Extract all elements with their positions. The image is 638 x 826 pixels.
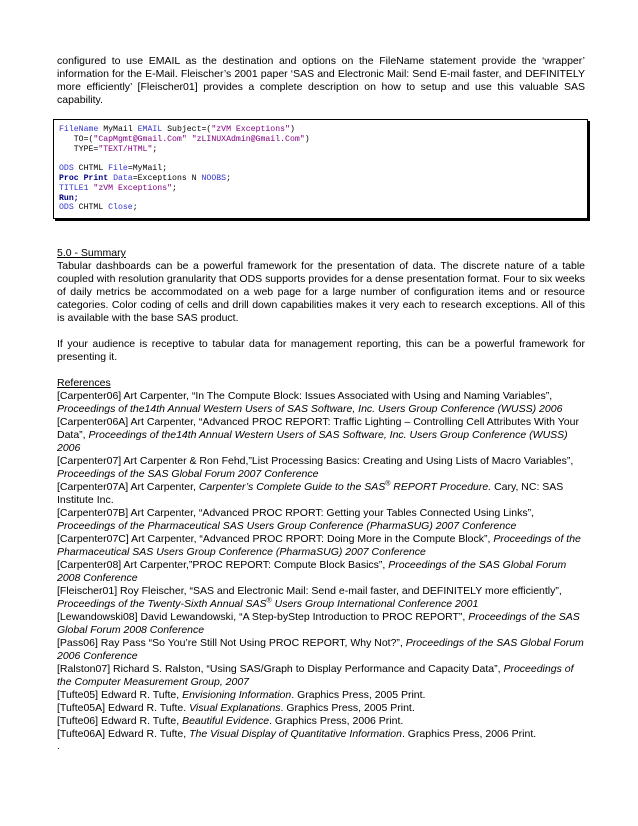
reference-source: Proceedings of the SAS Global Forum 2006 Conference	[57, 637, 584, 663]
registered-mark: ®	[385, 480, 391, 488]
code-token: NOOBS	[201, 173, 227, 183]
code-token: MyMail	[98, 125, 138, 134]
reference-text: [Lewandowski08] David Lewandowski, “A Step-byStep Introduction to PROC REPORT”,	[57, 611, 469, 624]
code-string: "TEXT/HTML"	[98, 144, 153, 154]
reference-text: [Pass06] Ray Pass “So You’re Still Not Using PROC REPORT, Why Not?”,	[57, 637, 406, 650]
reference-text: . Graphics Press, 2006 Print.	[269, 715, 404, 728]
code-string: "zLINUXAdmin@Gmail.Com"	[191, 134, 305, 144]
code-keyword: Proc Print	[59, 173, 109, 183]
code-token: TYPE=	[59, 144, 99, 154]
code-token: )	[304, 134, 310, 144]
reference-source: Proceedings of the14th Annual Western Users of SAS Software, Inc. Users Group Conference (WUSS) 2006	[57, 429, 568, 455]
reference-item	[57, 416, 585, 455]
reference-text: [Carpenter07A] Art Carpenter,	[57, 481, 199, 494]
reference-text: [Carpenter08] Art Carpenter,”PROC REPORT: Compute Block Basics”,	[57, 559, 389, 572]
registered-mark: ®	[266, 597, 272, 605]
code-token: FileName	[59, 125, 99, 134]
reference-source: Users Group International Conference 2001	[271, 598, 479, 611]
code-token: ;	[172, 183, 177, 193]
code-token: TO=(	[59, 134, 94, 144]
code-blank-line	[59, 154, 587, 164]
reference-source: The Visual Display of Quantitative Information	[189, 728, 402, 741]
code-line-5	[59, 174, 587, 184]
code-token: File	[108, 164, 128, 174]
reference-text: [Carpenter07C] Art Carpenter, “Advanced PROC RPORT: Doing More in the Compute Block”,	[57, 533, 494, 546]
reference-text: [Fleischer01] Roy Fleischer, “SAS and Electronic Mail: Send e-mail faster, and DEFINITELY more efficiently”,	[57, 585, 562, 598]
code-string: "zVM Exceptions"	[211, 125, 290, 134]
code-line-1	[59, 125, 587, 135]
reference-item	[57, 663, 585, 689]
code-string: "CapMgmt@Gmail.Com"	[93, 134, 187, 144]
reference-item	[57, 702, 585, 715]
code-line-3	[59, 145, 587, 155]
code-token: TITLE1	[59, 183, 89, 193]
reference-source: Proceedings of the14th Annual Western Users of SAS Software, Inc. Users Group Conference (WUSS) 2006	[57, 403, 563, 416]
code-line-8	[59, 203, 587, 213]
reference-text: [Carpenter07B] Art Carpenter, “Advanced PROC RPORT: Getting your Tables Connected Using Links”,	[57, 507, 535, 520]
code-token: ODS	[59, 164, 74, 174]
reference-source: Carpenter’s Complete Guide to the SAS	[198, 481, 386, 494]
reference-text: Cary, NC: SAS Institute Inc.	[57, 481, 564, 507]
code-token: CHTML	[73, 203, 109, 213]
code-token: EMAIL	[137, 125, 163, 134]
reference-item	[57, 507, 585, 533]
reference-item	[57, 585, 585, 611]
reference-source: Proceedings of the SAS Global Forum 2008 Conference	[57, 611, 580, 637]
reference-source: Proceedings of the Pharmaceutical SAS Users Group Conference (PharmaSUG) 2007 Conference	[57, 533, 581, 559]
reference-text: [Tufte05] Edward R. Tufte,	[57, 689, 183, 702]
reference-text: [Carpenter07] Art Carpenter & Ron Fehd,”List Processing Basics: Creating and Using Lists of Macro Variables”,	[57, 455, 574, 468]
code-token: ;	[132, 203, 138, 213]
intro-paragraph: configured to use EMAIL as the destination and options on the FileName statement provide the ‘wrapper’ information for the E-Mail. Fleischer’s 2001 paper ‘SAS and Electronic Mail: Send E-mail faster, and DEFINITELY more efficiently’ [Fleischer01] provides a complete description on how to setup and use this valuable SAS capability.	[57, 55, 585, 106]
reference-text: . Graphics Press, 2005 Print.	[291, 689, 426, 702]
reference-item	[57, 637, 585, 663]
reference-item	[57, 559, 585, 585]
reference-source: Proceedings of the SAS Global Forum 2007 Conference	[57, 468, 319, 481]
document-page	[57, 55, 585, 753]
references-heading: References	[57, 377, 111, 390]
code-line-4	[59, 164, 587, 174]
reference-text: [Tufte06] Edward R. Tufte,	[57, 715, 183, 728]
code-line-6	[59, 184, 587, 194]
code-token: ;	[152, 144, 158, 154]
reference-text: [Tufte06A] Edward R. Tufte,	[57, 728, 190, 741]
reference-source: Envisioning Information	[182, 689, 292, 702]
code-token: =MyMail;	[127, 164, 168, 174]
code-token: =Exceptions N	[132, 173, 202, 183]
code-token: Data	[113, 173, 133, 183]
reference-source: Beautiful Evidence	[182, 715, 270, 728]
reference-source: Proceedings of the SAS Global Forum 2008 Conference	[57, 559, 567, 585]
reference-list	[57, 390, 585, 741]
reference-source: Visual Explanations	[189, 702, 281, 715]
reference-text: [Tufte05A] Edward R. Tufte.	[57, 702, 190, 715]
reference-item	[57, 533, 585, 559]
reference-source: Proceedings of the Twenty-Sixth Annual SAS	[57, 598, 267, 611]
code-token: CHTML	[73, 164, 109, 174]
reference-item	[57, 481, 585, 507]
reference-item	[57, 390, 585, 416]
trailing-mark: .	[57, 741, 60, 753]
reference-item	[57, 611, 585, 637]
reference-text: . Graphics Press, 2005 Print.	[280, 702, 415, 715]
reference-source: Proceedings of the Computer Measurement Group, 2007	[57, 663, 574, 689]
reference-text: [Carpenter06] Art Carpenter, “In The Compute Block: Issues Associated with Using and Naming Variables”,	[57, 390, 553, 403]
code-string: "zVM Exceptions"	[93, 183, 173, 193]
reference-item	[57, 455, 585, 481]
reference-text: [Carpenter06A] Art Carpenter, “Advanced PROC REPORT: Traffic Lighting – Controlling Cell Attributes With Your Data”,	[57, 416, 579, 442]
reference-text: . Graphics Press, 2006 Print.	[401, 728, 537, 741]
reference-text: [Ralston07] Richard S. Ralston, “Using SAS/Graph to Display Performance and Capacity Data”,	[57, 663, 504, 676]
code-token: Subject=(	[162, 125, 212, 134]
reference-item	[57, 689, 585, 702]
summary-heading: 5.0 - Summary	[57, 247, 126, 260]
code-listing	[53, 119, 588, 219]
code-token: Close	[108, 203, 133, 213]
code-line-7	[59, 194, 587, 204]
code-token: ODS	[59, 203, 74, 213]
reference-source: Proceedings of the Pharmaceutical SAS Users Group Conference (PharmaSUG) 2007 Conference	[57, 520, 517, 533]
code-keyword: Run;	[59, 193, 79, 203]
summary-paragraph-2: If your audience is receptive to tabular data for management reporting, this can be a powerful framework for presenting it.	[57, 338, 585, 364]
code-token: ;	[226, 173, 232, 183]
reference-item	[57, 728, 585, 741]
reference-source: REPORT Procedure.	[390, 481, 492, 494]
summary-paragraph: Tabular dashboards can be a powerful framework for the presentation of data. The discrete nature of a table coupled with resolution granularity that ODS supports provides for a dense presentation format. Four to six weeks of daily metrics be accommodated on a web page for a large number of configuration items and or resource categories. Color coding of cells and drill down capabilities makes it very each to research exceptions. All of this is available with the base SAS product.	[57, 260, 585, 325]
code-line-2	[59, 135, 587, 145]
reference-item	[57, 715, 585, 728]
code-token: )	[289, 125, 295, 134]
